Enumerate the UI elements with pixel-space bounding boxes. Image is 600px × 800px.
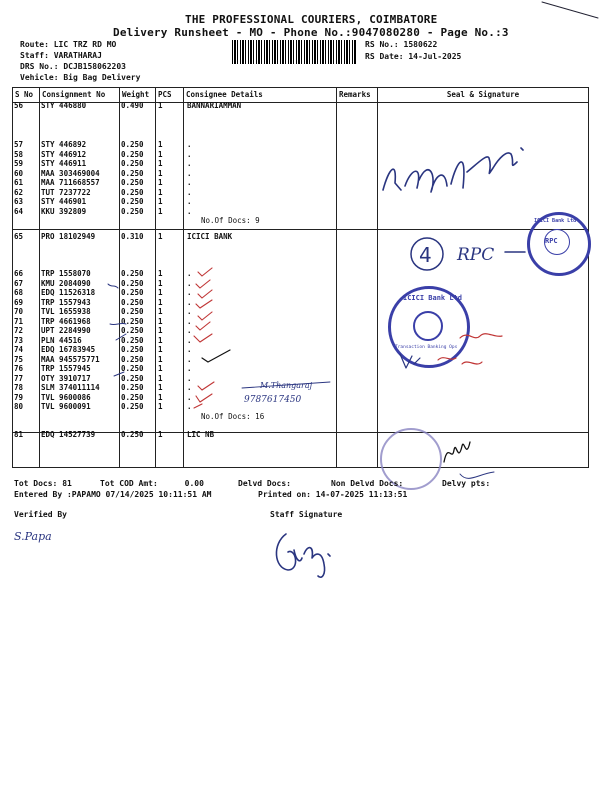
cell-sno: 79 <box>14 392 24 402</box>
verified-signature <box>10 524 80 546</box>
cell-pcs: 1 <box>158 197 163 206</box>
cell-consignment: TRP 1558070 <box>41 269 91 278</box>
cell-pcs: 1 <box>158 335 163 345</box>
cell-sno: 57 <box>14 140 24 149</box>
cell-sno: 70 <box>14 307 24 316</box>
stamp-bank-text: ICICI Bank Ltd <box>403 294 463 302</box>
non-delvd-docs-label: Non Delvd Docs: <box>331 479 404 488</box>
cell-weight: 0.250 <box>121 168 144 178</box>
cell-weight: 0.250 <box>121 307 144 316</box>
cell-weight: 0.250 <box>121 159 144 168</box>
staff-signature-label: Staff Signature <box>270 510 343 519</box>
mobile-number: 9787617450 <box>244 395 302 405</box>
cell-sno: 66 <box>14 269 24 278</box>
cell-detail: . <box>187 373 192 383</box>
cell-consignment: OTY 3910717 <box>41 373 91 383</box>
verified-by-label: Verified By <box>14 510 67 519</box>
cell-pcs: 1 <box>158 402 163 411</box>
cell-consignment: PRO 18102949 <box>41 232 96 241</box>
stamp-bank-subtext: Transaction Banking Ops <box>395 345 458 350</box>
cell-sno: 63 <box>14 197 24 206</box>
rs-date-label: RS Date: <box>365 52 404 61</box>
cell-consignment: TVL 1655938 <box>41 307 91 316</box>
staff-handwritten-signature <box>266 524 356 584</box>
cell-sno: 75 <box>14 354 24 364</box>
cell-consignment: EDQ 11526318 <box>41 288 96 297</box>
stamp-top-text: ICICI Bank Ltd <box>534 218 577 224</box>
cell-sno: 56 <box>14 101 24 110</box>
cell-pcs: 1 <box>158 297 163 307</box>
drs-line <box>20 62 126 71</box>
cell-weight: 0.250 <box>121 269 144 278</box>
company-title: THE PROFESSIONAL COURIERS, COIMBATORE <box>185 13 438 26</box>
cell-weight: 0.250 <box>121 335 144 345</box>
cell-sno: 58 <box>14 149 24 159</box>
delvy-pts-label: Delvy pts: <box>442 479 491 488</box>
totals-line <box>14 479 72 488</box>
cell-sno: 59 <box>14 159 24 168</box>
cell-pcs: 1 <box>158 269 163 278</box>
cell-weight: 0.250 <box>121 149 144 159</box>
cell-consignment: KKU 392809 <box>41 206 87 216</box>
cell-weight: 0.250 <box>121 383 144 392</box>
runsheet-subtitle: Delivery Runsheet - MO - Phone No.:9047080280 - Page No.:3 <box>113 26 509 39</box>
cell-detail: . <box>187 402 192 411</box>
cell-consignment: TRP 1557945 <box>41 364 91 373</box>
rs-no-value: 1580622 <box>403 40 438 49</box>
no-of-docs: No.Of Docs: 9 <box>201 216 260 225</box>
hand-4: 4 <box>419 243 432 267</box>
cell-consignment: TUT 7237722 <box>41 187 91 197</box>
col-consignee: Consignee Details <box>184 88 337 103</box>
tot-cod-value: 0.00 <box>184 479 204 488</box>
cell-consignment: SLM 374011114 <box>41 383 100 392</box>
cell-pcs: 1 <box>158 383 163 392</box>
cell-pcs: 1 <box>158 149 163 159</box>
verified-signature-text: S.Papa <box>14 530 52 543</box>
cell-pcs: 1 <box>158 206 163 216</box>
cell-weight: 0.250 <box>121 392 144 402</box>
col-consignment: Consignment No <box>40 88 120 103</box>
cell-consignee-name: BANNARIAMMAN <box>187 101 242 110</box>
col-pcs: PCS <box>156 88 184 103</box>
cell-pcs: 1 <box>158 307 163 316</box>
cell-weight: 0.250 <box>121 354 144 364</box>
cell-pcs: 1 <box>158 187 163 197</box>
red-ink-notes <box>398 328 528 378</box>
cell-weight: 0.250 <box>121 197 144 206</box>
cell-detail: . <box>187 354 192 364</box>
delvy-pts-pen-mark <box>458 470 498 490</box>
cell-consignment: EDQ 16783945 <box>41 345 96 354</box>
cell-pcs: 1 <box>158 101 163 110</box>
staff-label: Staff: <box>20 51 49 60</box>
cell-sno: 73 <box>14 335 24 345</box>
cell-detail: . <box>187 168 192 178</box>
cell-sno: 67 <box>14 278 24 288</box>
cell-detail: . <box>187 307 192 316</box>
cell-consignment: STY 446912 <box>41 149 87 159</box>
cell-sno: 68 <box>14 288 24 297</box>
tot-cod <box>100 479 204 488</box>
corner-pen-mark <box>540 0 600 20</box>
cell-detail: . <box>187 288 192 297</box>
route-line <box>20 40 116 49</box>
mobile-name: M.Thangaraj <box>260 381 313 390</box>
pen-marks-consignment <box>90 282 130 392</box>
cell-weight: 0.250 <box>121 288 144 297</box>
cell-weight: 0.250 <box>121 206 144 216</box>
rs-date-line <box>365 52 461 61</box>
cell-sno: 77 <box>14 373 24 383</box>
rs-date-value: 14-Jul-2025 <box>408 52 462 61</box>
cell-consignee-name: LIC NB <box>187 430 215 439</box>
cell-detail: . <box>187 392 192 402</box>
staff-value: VARATHARAJ <box>53 51 102 60</box>
cell-sno: 76 <box>14 364 24 373</box>
delvd-docs-label: Delvd Docs: <box>238 479 291 488</box>
handwritten-mobile <box>240 378 335 408</box>
cell-pcs: 1 <box>158 159 163 168</box>
cell-pcs: 1 <box>158 345 163 354</box>
cell-weight: 0.250 <box>121 278 144 288</box>
icici-rpc-stamp <box>527 212 591 276</box>
cell-sno: 80 <box>14 402 24 411</box>
cell-pcs: 1 <box>158 354 163 364</box>
cell-detail: . <box>187 187 192 197</box>
route-value: LIC TRZ RD MO <box>53 40 117 49</box>
cell-consignment: STY 446892 <box>41 140 87 149</box>
cell-detail: . <box>187 335 192 345</box>
cell-weight: 0.250 <box>121 187 144 197</box>
rs-no-label: RS No.: <box>365 40 399 49</box>
cell-sno: 78 <box>14 383 24 392</box>
cell-pcs: 1 <box>158 364 163 373</box>
cell-sno: 60 <box>14 168 24 178</box>
cell-sno: 81 <box>14 430 24 439</box>
cell-consignment: PLN 44516 <box>41 335 82 345</box>
table-header-row <box>13 88 589 103</box>
staff-line <box>20 51 102 60</box>
cell-consignee-name: ICICI BANK <box>187 232 233 241</box>
vehicle-line <box>20 73 140 82</box>
cell-consignment: TRP 4661968 <box>41 316 91 326</box>
cell-sno: 72 <box>14 326 24 335</box>
cell-detail: . <box>187 278 192 288</box>
barcode <box>232 40 356 64</box>
cell-consignment: KMU 2084090 <box>41 278 91 288</box>
cell-consignment: MAA 303469004 <box>41 168 100 178</box>
cell-weight: 0.250 <box>121 178 144 187</box>
drs-label: DRS No.: <box>20 62 59 71</box>
tot-cod-label: Tot COD Amt: <box>100 479 158 488</box>
cell-detail: . <box>187 326 192 335</box>
cell-pcs: 1 <box>158 326 163 335</box>
col-remarks: Remarks <box>337 88 378 103</box>
col-sno: S No <box>13 88 40 103</box>
cell-consignment: EDQ 14527739 <box>41 430 96 439</box>
cell-pcs: 1 <box>158 288 163 297</box>
col-weight: Weight <box>120 88 156 103</box>
group-row-lic <box>13 433 589 468</box>
cell-detail: . <box>187 269 192 278</box>
col-seal-signature: Seal & Signature <box>378 88 589 103</box>
cell-consignment: TVL 9600091 <box>41 402 91 411</box>
cell-sno: 74 <box>14 345 24 354</box>
cell-pcs: 1 <box>158 140 163 149</box>
cell-pcs: 1 <box>158 316 163 326</box>
entered-by: Entered By :PAPAMO 07/14/2025 10:11:51 AM <box>14 490 212 499</box>
vehicle-label: Vehicle: <box>20 73 59 82</box>
tot-docs-value: 81 <box>62 479 72 488</box>
cell-sno: 64 <box>14 206 24 216</box>
cell-consignment: UPT 2284990 <box>41 326 91 335</box>
cell-weight: 0.250 <box>121 345 144 354</box>
no-of-docs: No.Of Docs: 16 <box>201 412 265 421</box>
handwritten-signature-bannari <box>375 128 550 213</box>
cell-sno: 62 <box>14 187 24 197</box>
cell-weight: 0.250 <box>121 373 144 383</box>
cell-weight: 0.250 <box>121 430 144 439</box>
cell-detail: . <box>187 140 192 149</box>
cell-pcs: 1 <box>158 373 163 383</box>
stamp-rpc-text: RPC <box>545 237 558 245</box>
cell-detail: . <box>187 178 192 187</box>
cell-sno: 61 <box>14 178 24 187</box>
cell-pcs: 1 <box>158 168 163 178</box>
cell-detail: . <box>187 316 192 326</box>
cell-weight: 0.250 <box>121 326 144 335</box>
cell-consignment: STY 446880 <box>41 101 87 110</box>
cell-consignment: STY 446901 <box>41 197 87 206</box>
cell-pcs: 1 <box>158 178 163 187</box>
cell-pcs: 1 <box>158 278 163 288</box>
drs-value: DCJB158062203 <box>63 62 126 71</box>
cell-weight: 0.310 <box>121 232 144 241</box>
cell-consignment: TVL 9600086 <box>41 392 91 402</box>
printed-on: Printed on: 14-07-2025 11:13:51 <box>258 490 408 499</box>
route-label: Route: <box>20 40 49 49</box>
cell-detail: . <box>187 364 192 373</box>
cell-weight: 0.250 <box>121 402 144 411</box>
cell-weight: 0.250 <box>121 316 144 326</box>
cell-detail: . <box>187 197 192 206</box>
cell-consignment: STY 446911 <box>41 159 87 168</box>
cell-pcs: 1 <box>158 430 163 439</box>
cell-weight: 0.250 <box>121 364 144 373</box>
cell-detail: . <box>187 345 192 354</box>
cell-weight: 0.250 <box>121 140 144 149</box>
cell-weight: 0.250 <box>121 297 144 307</box>
cell-detail: . <box>187 383 192 392</box>
cell-pcs: 1 <box>158 392 163 402</box>
cell-detail: . <box>187 206 192 216</box>
handwritten-4-rpc <box>405 232 535 277</box>
cell-sno: 69 <box>14 297 24 307</box>
hand-rpc: RPC <box>457 245 495 265</box>
rs-no-line <box>365 40 437 49</box>
cell-detail: . <box>187 159 192 168</box>
tot-docs-label: Tot Docs: <box>14 479 58 488</box>
cell-consignment: MAA 945575771 <box>41 354 100 364</box>
cell-sno: 71 <box>14 316 24 326</box>
cell-consignment: MAA 711668557 <box>41 178 100 187</box>
cell-sno: 65 <box>14 232 24 241</box>
cell-consignment: TRP 1557943 <box>41 297 91 307</box>
cell-weight: 0.490 <box>121 101 144 110</box>
cell-detail: . <box>187 149 192 159</box>
handwritten-signature-lic <box>440 432 480 472</box>
cell-detail: . <box>187 297 192 307</box>
cell-pcs: 1 <box>158 232 163 241</box>
vehicle-value: Big Bag Delivery <box>63 73 141 82</box>
